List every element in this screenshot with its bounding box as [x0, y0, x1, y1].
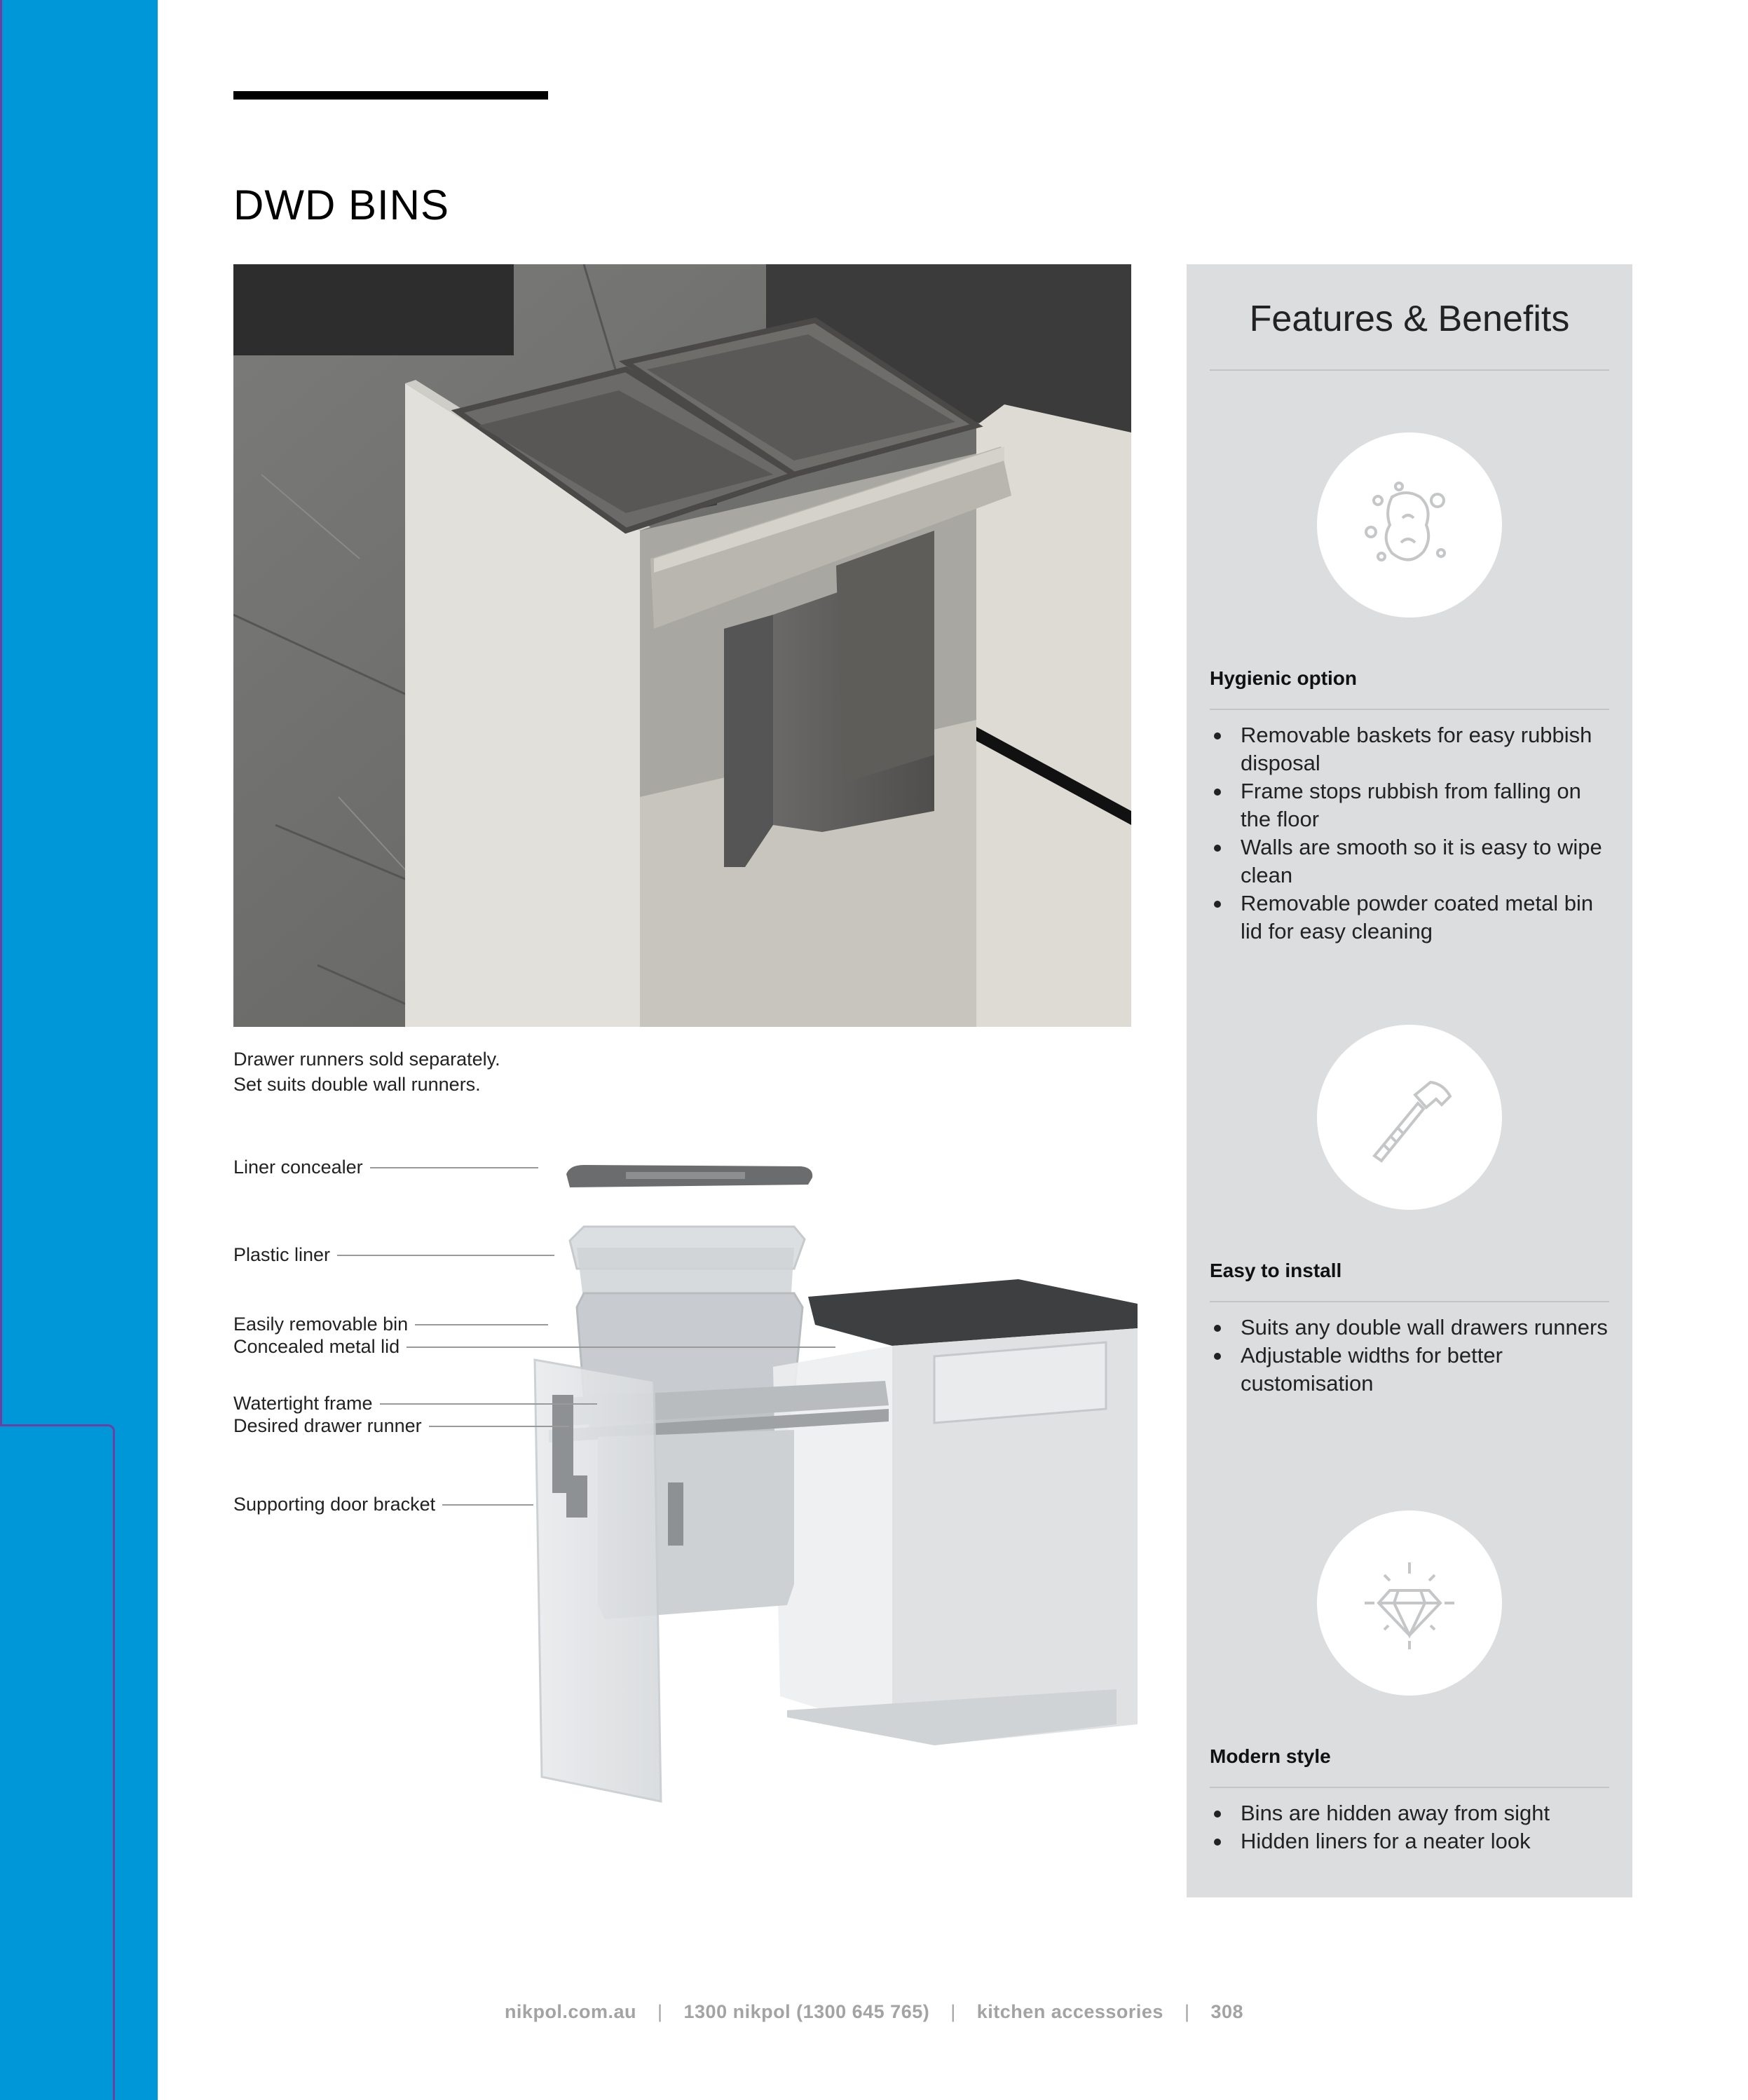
footer-website[interactable]: nikpol.com.au — [504, 2001, 636, 2022]
section-divider — [1210, 1787, 1609, 1788]
list-item: Bins are hidden away from sight — [1210, 1799, 1609, 1827]
footer-phone: 1300 nikpol (1300 645 765) — [683, 2001, 930, 2022]
caption-line-1: Drawer runners sold separately. — [233, 1049, 500, 1070]
callout-label: Liner concealer — [233, 1157, 363, 1178]
callout-label: Easily removable bin — [233, 1314, 409, 1335]
callout-liner-concealer — [233, 1157, 538, 1178]
callout-leader-line — [442, 1504, 533, 1506]
footer-page-number: 308 — [1210, 2001, 1244, 2022]
photo-caption — [233, 1046, 500, 1097]
footer-section: kitchen accessories — [976, 2001, 1163, 2022]
hammer-icon — [1353, 1061, 1466, 1173]
callout-label: Plastic liner — [233, 1244, 331, 1265]
callout-label: Watertight frame — [233, 1393, 373, 1414]
sponge-icon — [1353, 469, 1466, 581]
section-divider — [1210, 1301, 1609, 1302]
list-item: Removable baskets for easy rubbish disposal — [1210, 721, 1609, 777]
feature-list-style — [1210, 1799, 1609, 1855]
exploded-diagram — [233, 1157, 1138, 1815]
feature-heading-install: Easy to install — [1210, 1260, 1342, 1281]
callout-plastic-liner — [233, 1244, 554, 1266]
title-rule — [233, 91, 548, 100]
features-title: Features & Benefits — [1249, 299, 1570, 339]
callout-leader-line — [407, 1346, 835, 1348]
callout-watertight-frame — [233, 1393, 597, 1414]
product-photo — [233, 264, 1131, 1027]
diamond-icon — [1353, 1547, 1466, 1659]
callout-leader-line — [380, 1403, 597, 1405]
callout-leader-line — [337, 1255, 554, 1256]
title-divider — [1210, 369, 1609, 371]
feature-list-hygienic — [1210, 721, 1609, 946]
feature-heading-hygienic: Hygienic option — [1210, 667, 1357, 689]
side-bar-notch — [0, 1424, 115, 2100]
callout-label: Supporting door bracket — [233, 1494, 436, 1515]
side-bar-accent-line — [0, 0, 2, 1426]
footer-separator: | — [657, 2001, 663, 2022]
callout-label: Desired drawer runner — [233, 1415, 422, 1436]
footer-separator: | — [950, 2001, 956, 2022]
install-icon-badge — [1317, 1025, 1502, 1210]
features-panel — [1187, 264, 1632, 1897]
hygienic-icon-badge — [1317, 432, 1502, 618]
list-item: Suits any double wall drawers runners — [1210, 1314, 1609, 1342]
callout-label: Concealed metal lid — [233, 1336, 400, 1357]
callout-concealed-metal-lid — [233, 1336, 835, 1358]
callout-removable-bin — [233, 1314, 548, 1335]
callout-leader-line — [429, 1426, 569, 1427]
callout-leader-line — [370, 1167, 538, 1168]
callout-door-bracket — [233, 1494, 533, 1515]
product-photo-illustration — [233, 264, 1131, 1027]
section-divider — [1210, 709, 1609, 710]
list-item: Walls are smooth so it is easy to wipe clean — [1210, 833, 1609, 889]
list-item: Frame stops rubbish from falling on the floor — [1210, 777, 1609, 833]
side-color-bar — [0, 0, 158, 2100]
callout-drawer-runner — [233, 1415, 569, 1437]
list-item: Removable powder coated metal bin lid for easy cleaning — [1210, 889, 1609, 946]
footer-separator: | — [1184, 2001, 1190, 2022]
list-item: Hidden liners for a neater look — [1210, 1827, 1609, 1855]
caption-line-2: Set suits double wall runners. — [233, 1074, 481, 1095]
callout-leader-line — [415, 1324, 548, 1325]
list-item: Adjustable widths for better customisation — [1210, 1342, 1609, 1398]
style-icon-badge — [1317, 1511, 1502, 1696]
feature-heading-style: Modern style — [1210, 1745, 1331, 1767]
page-footer — [0, 2001, 1748, 2023]
page-title: DWD BINS — [233, 182, 449, 229]
feature-list-install — [1210, 1314, 1609, 1398]
